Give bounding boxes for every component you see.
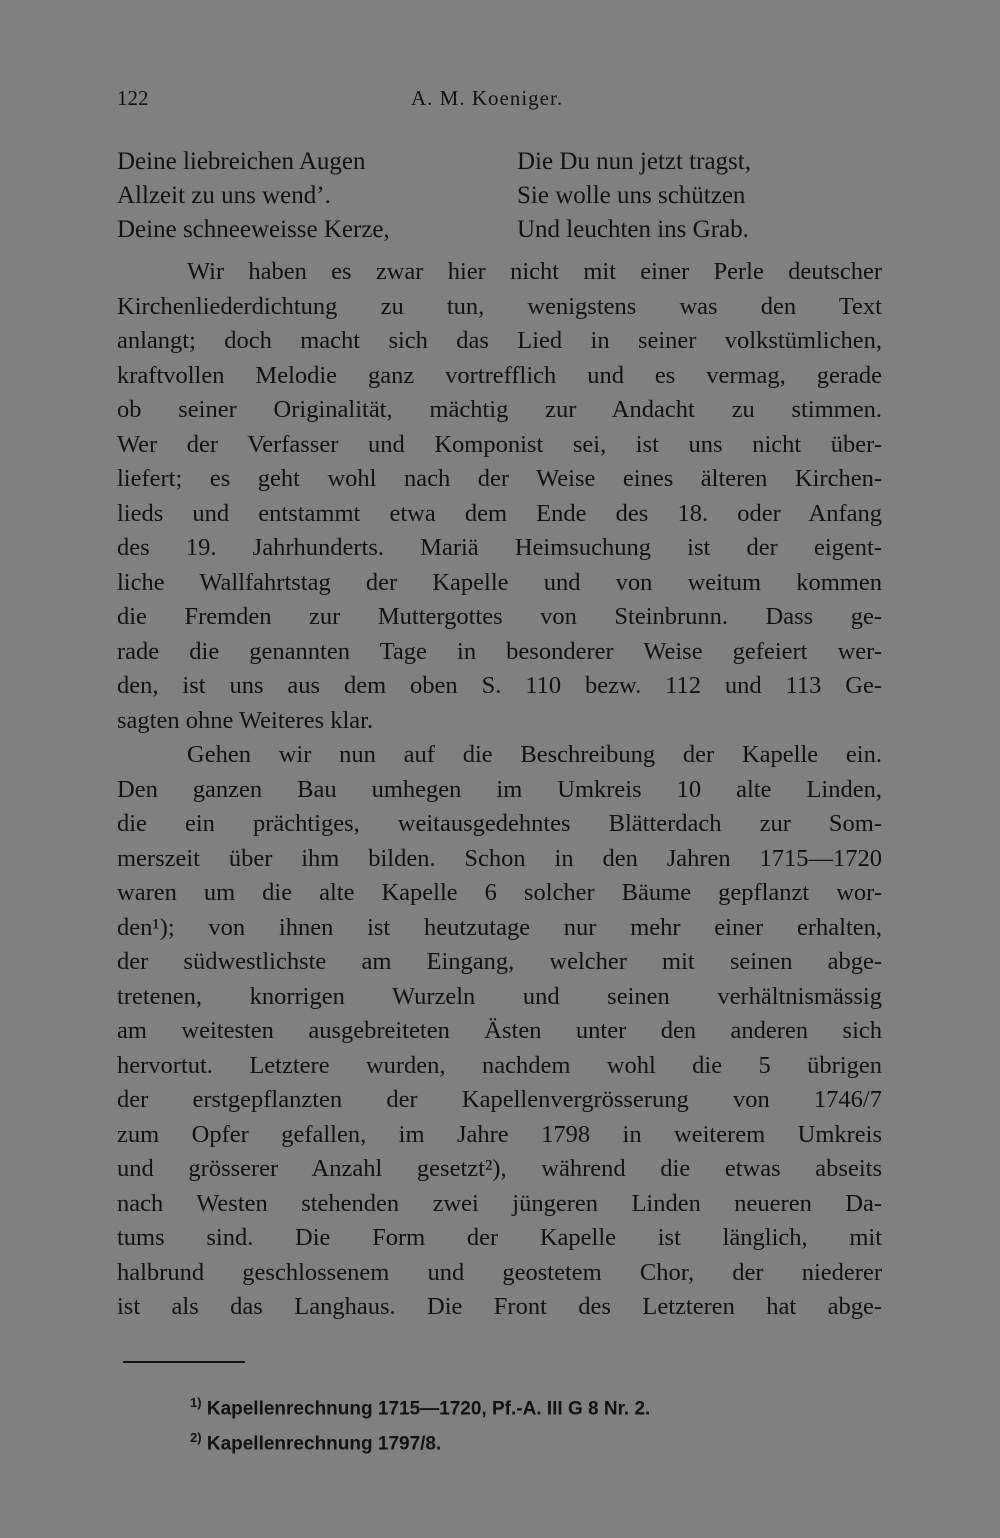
poem-line: Deine schneeweisse Kerze, — [117, 216, 390, 243]
text-line: der südwestlichste am Eingang, welcher mit seinen abge- — [117, 948, 882, 975]
poem-line: Und leuchten ins Grab. — [517, 216, 749, 243]
text-line: den¹); von ihnen ist heutzutage nur mehr einer erhalten, — [117, 913, 882, 941]
text-line: Wer der Verfasser und Komponist sei, ist uns nicht über- — [117, 430, 882, 458]
text-line: am weitesten ausgebreiteten Ästen unter den anderen sich — [117, 1017, 882, 1044]
footnote-2 — [190, 1423, 890, 1458]
footnote-marker: 1) — [190, 1395, 202, 1410]
text-line: tums sind. Die Form der Kapelle ist länglich, mit — [117, 1224, 882, 1251]
page-header — [117, 86, 882, 120]
poem-line: Deine liebreichen Augen — [117, 148, 366, 175]
footnote-text: Kapellenrechnung 1797/8. — [206, 1433, 442, 1455]
page-number: 122 — [117, 86, 149, 110]
text-line: zum Opfer gefallen, im Jahre 1798 in weiterem Umkreis — [117, 1120, 882, 1148]
text-line: sagten ohne Weiteres klar. — [117, 706, 374, 734]
body-text — [117, 255, 882, 1325]
text-line: ist als das Langhaus. Die Front des Letzteren hat abge- — [117, 1293, 882, 1320]
paragraph-1 — [117, 255, 882, 738]
text-line: halbrund geschlossenem und geostetem Chor, der niederer — [117, 1258, 882, 1286]
text-line: hervortut. Letztere wurden, nachdem wohl die 5 übrigen — [117, 1051, 882, 1079]
paragraph-2 — [117, 738, 882, 1325]
text-line: den, ist uns aus dem oben S. 110 bezw. 112 und 113 Ge- — [117, 672, 882, 699]
text-line: liefert; es geht wohl nach der Weise eines älteren Kirchen- — [117, 465, 882, 492]
text-line: rade die genannten Tage in besonderer Weise gefeiert wer- — [117, 637, 882, 665]
footnote-marker: 2) — [190, 1430, 202, 1446]
text-line: Gehen wir nun auf die Beschreibung der Kapelle ein. — [187, 741, 882, 768]
text-line: kraftvollen Melodie ganz vortrefflich und es vermag, gerade — [117, 361, 882, 389]
text-line: ob seiner Originalität, mächtig zur Andacht zu stimmen. — [117, 396, 882, 423]
text-line: des 19. Jahrhunderts. Mariä Heimsuchung ist der eigent- — [117, 534, 882, 561]
text-line: tretenen, knorrigen Wurzeln und seinen verhältnismässig — [117, 982, 882, 1010]
footnote-divider — [123, 1361, 245, 1363]
text-line: der erstgepflanzten der Kapellenvergrösserung von 1746/7 — [117, 1086, 882, 1113]
poem-line: Die Du nun jetzt tragst, — [517, 148, 751, 175]
text-line: Kirchenliederdichtung zu tun, wenigstens was den Text — [117, 292, 882, 320]
text-line: die ein prächtiges, weitausgedehntes Blätterdach zur Som- — [117, 810, 882, 837]
running-title: A. M. Koeniger. — [411, 86, 564, 110]
text-line: anlangt; doch macht sich das Lied in seiner volkstümlichen, — [117, 327, 882, 354]
footnotes — [190, 1388, 890, 1459]
text-line: Den ganzen Bau umhegen im Umkreis 10 alte Linden, — [117, 775, 882, 803]
text-line: merszeit über ihm bilden. Schon in den Jahren 1715—1720 — [117, 844, 882, 872]
text-line: waren um die alte Kapelle 6 solcher Bäume gepflanzt wor- — [117, 879, 882, 906]
poem-column-left — [117, 145, 390, 247]
poem-line: Allzeit zu uns wend’. — [117, 182, 331, 209]
text-line: die Fremden zur Muttergottes von Steinbrunn. Dass ge- — [117, 603, 882, 630]
text-line: und grösserer Anzahl gesetzt²), während die etwas abseits — [117, 1155, 882, 1182]
footnote-text: Kapellenrechnung 1715—1720, Pf.-A. III G 8 Nr. 2. — [206, 1398, 651, 1420]
poem-column-right — [517, 145, 751, 247]
footnote-1 — [190, 1388, 890, 1423]
poem-line: Sie wolle uns schützen — [517, 182, 746, 209]
text-line: nach Westen stehenden zwei jüngeren Linden neueren Da- — [117, 1189, 882, 1217]
text-line: liche Wallfahrtstag der Kapelle und von weitum kommen — [117, 568, 882, 596]
text-line: Wir haben es zwar hier nicht mit einer Perle deutscher — [187, 258, 882, 285]
text-line: lieds und entstammt etwa dem Ende des 18. oder Anfang — [117, 499, 882, 527]
